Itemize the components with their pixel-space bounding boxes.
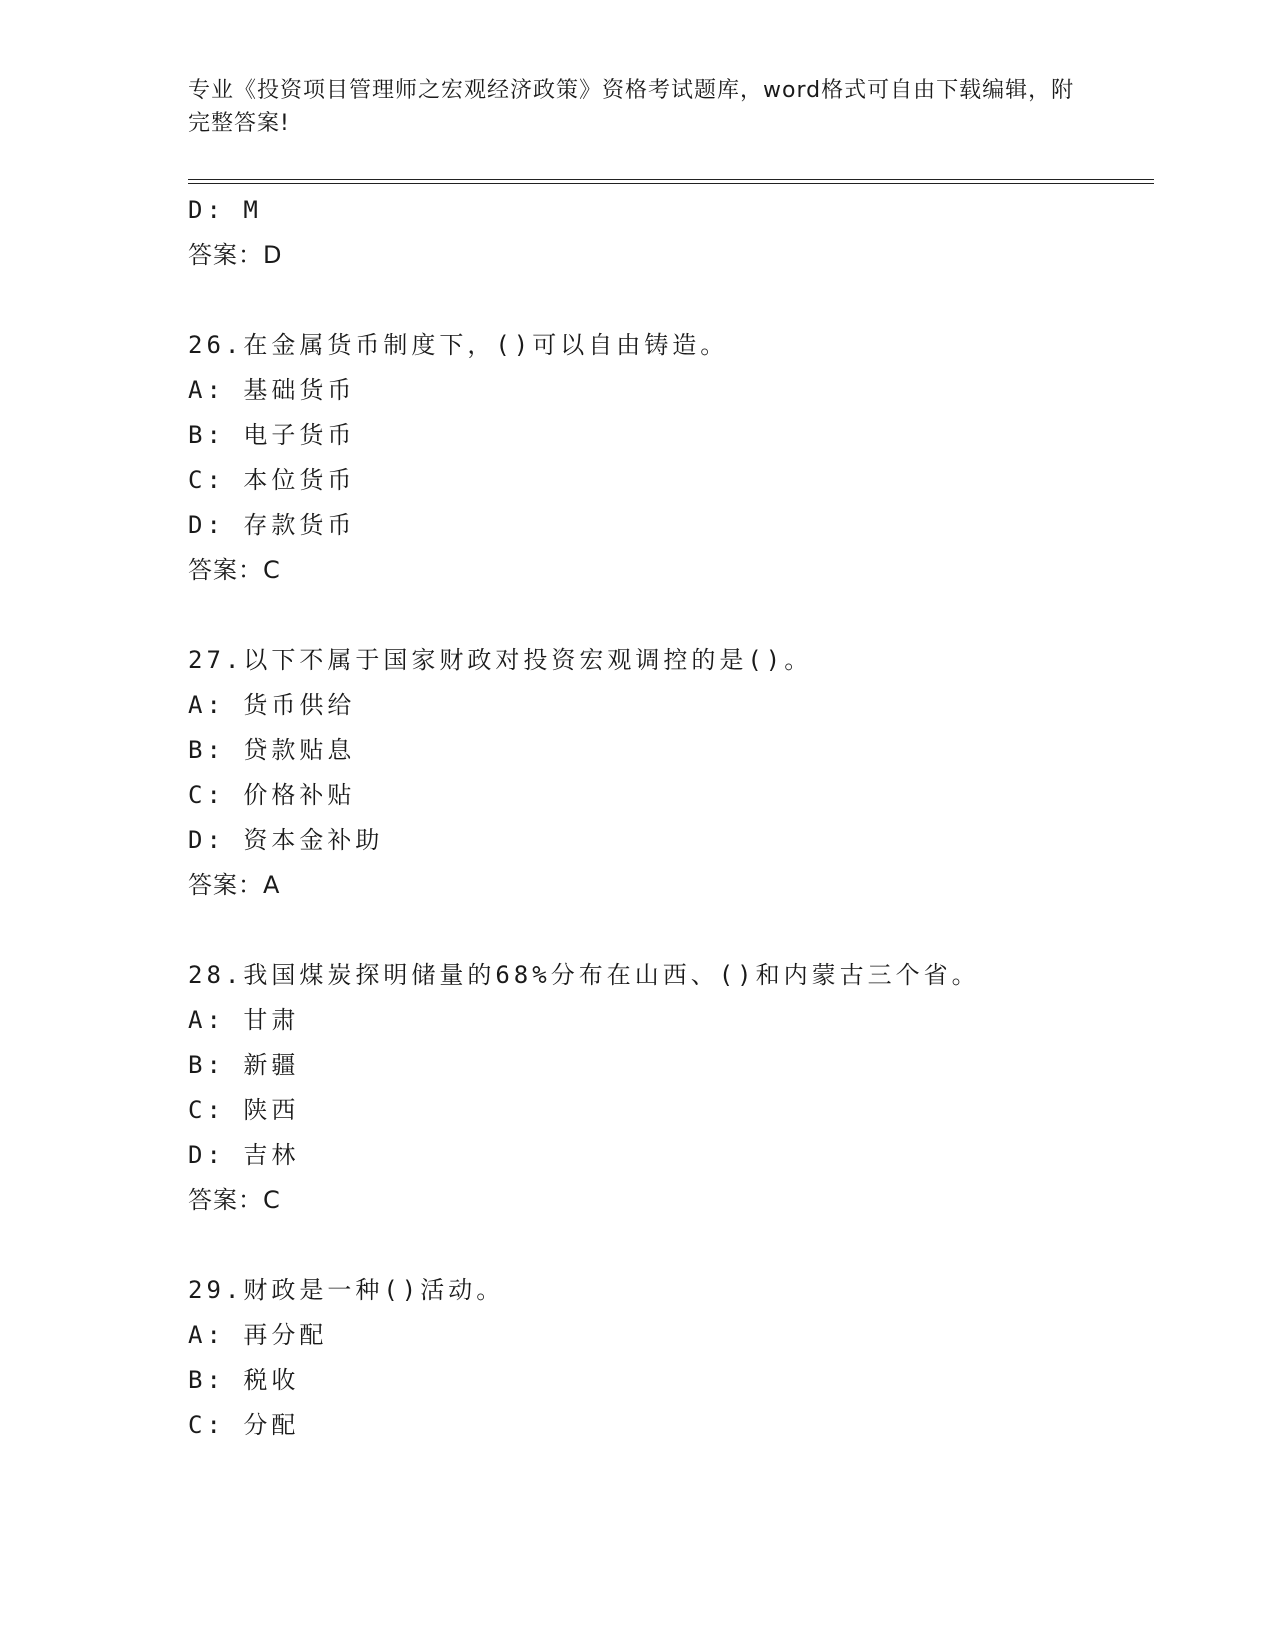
- q27-stem: 27.以下不属于国家财政对投资宏观调控的是()。: [188, 646, 813, 674]
- q29-stem: 29.财政是一种()活动。: [188, 1276, 505, 1304]
- header-divider-top: [188, 179, 1154, 180]
- q29-option-a: A: 再分配: [188, 1321, 328, 1349]
- q28-option-c: C: 陕西: [188, 1096, 300, 1124]
- q27-option-c: C: 价格补贴: [188, 781, 356, 809]
- q26-option-c: C: 本位货币: [188, 466, 356, 494]
- q28-option-d: D: 吉林: [188, 1141, 300, 1169]
- q26-option-d: D: 存款货币: [188, 511, 356, 539]
- q28-option-a: A: 甘肃: [188, 1006, 300, 1034]
- q28-answer: 答案：C: [188, 1186, 281, 1214]
- q29-option-b: B: 税收: [188, 1366, 300, 1394]
- document-header: 专业《投资项目管理师之宏观经济政策》资格考试题库，word格式可自由下载编辑，附完整答案!: [188, 78, 1075, 136]
- header-divider-bottom: [188, 183, 1154, 184]
- q27-option-a: A: 货币供给: [188, 691, 356, 719]
- q28-option-b: B: 新疆: [188, 1051, 300, 1079]
- q28-stem: 28.我国煤炭探明储量的68%分布在山西、()和内蒙古三个省。: [188, 961, 980, 989]
- q25-answer: 答案：D: [188, 241, 283, 269]
- q26-answer: 答案：C: [188, 556, 281, 584]
- q27-answer: 答案：A: [188, 871, 281, 899]
- q27-option-b: B: 贷款贴息: [188, 736, 356, 764]
- q29-option-c: C: 分配: [188, 1411, 300, 1439]
- q26-option-b: B: 电子货币: [188, 421, 356, 449]
- q26-option-a: A: 基础货币: [188, 376, 356, 404]
- q25-option-d: D: M: [188, 196, 262, 224]
- q26-stem: 26.在金属货币制度下，()可以自由铸造。: [188, 331, 729, 359]
- q27-option-d: D: 资本金补助: [188, 826, 384, 854]
